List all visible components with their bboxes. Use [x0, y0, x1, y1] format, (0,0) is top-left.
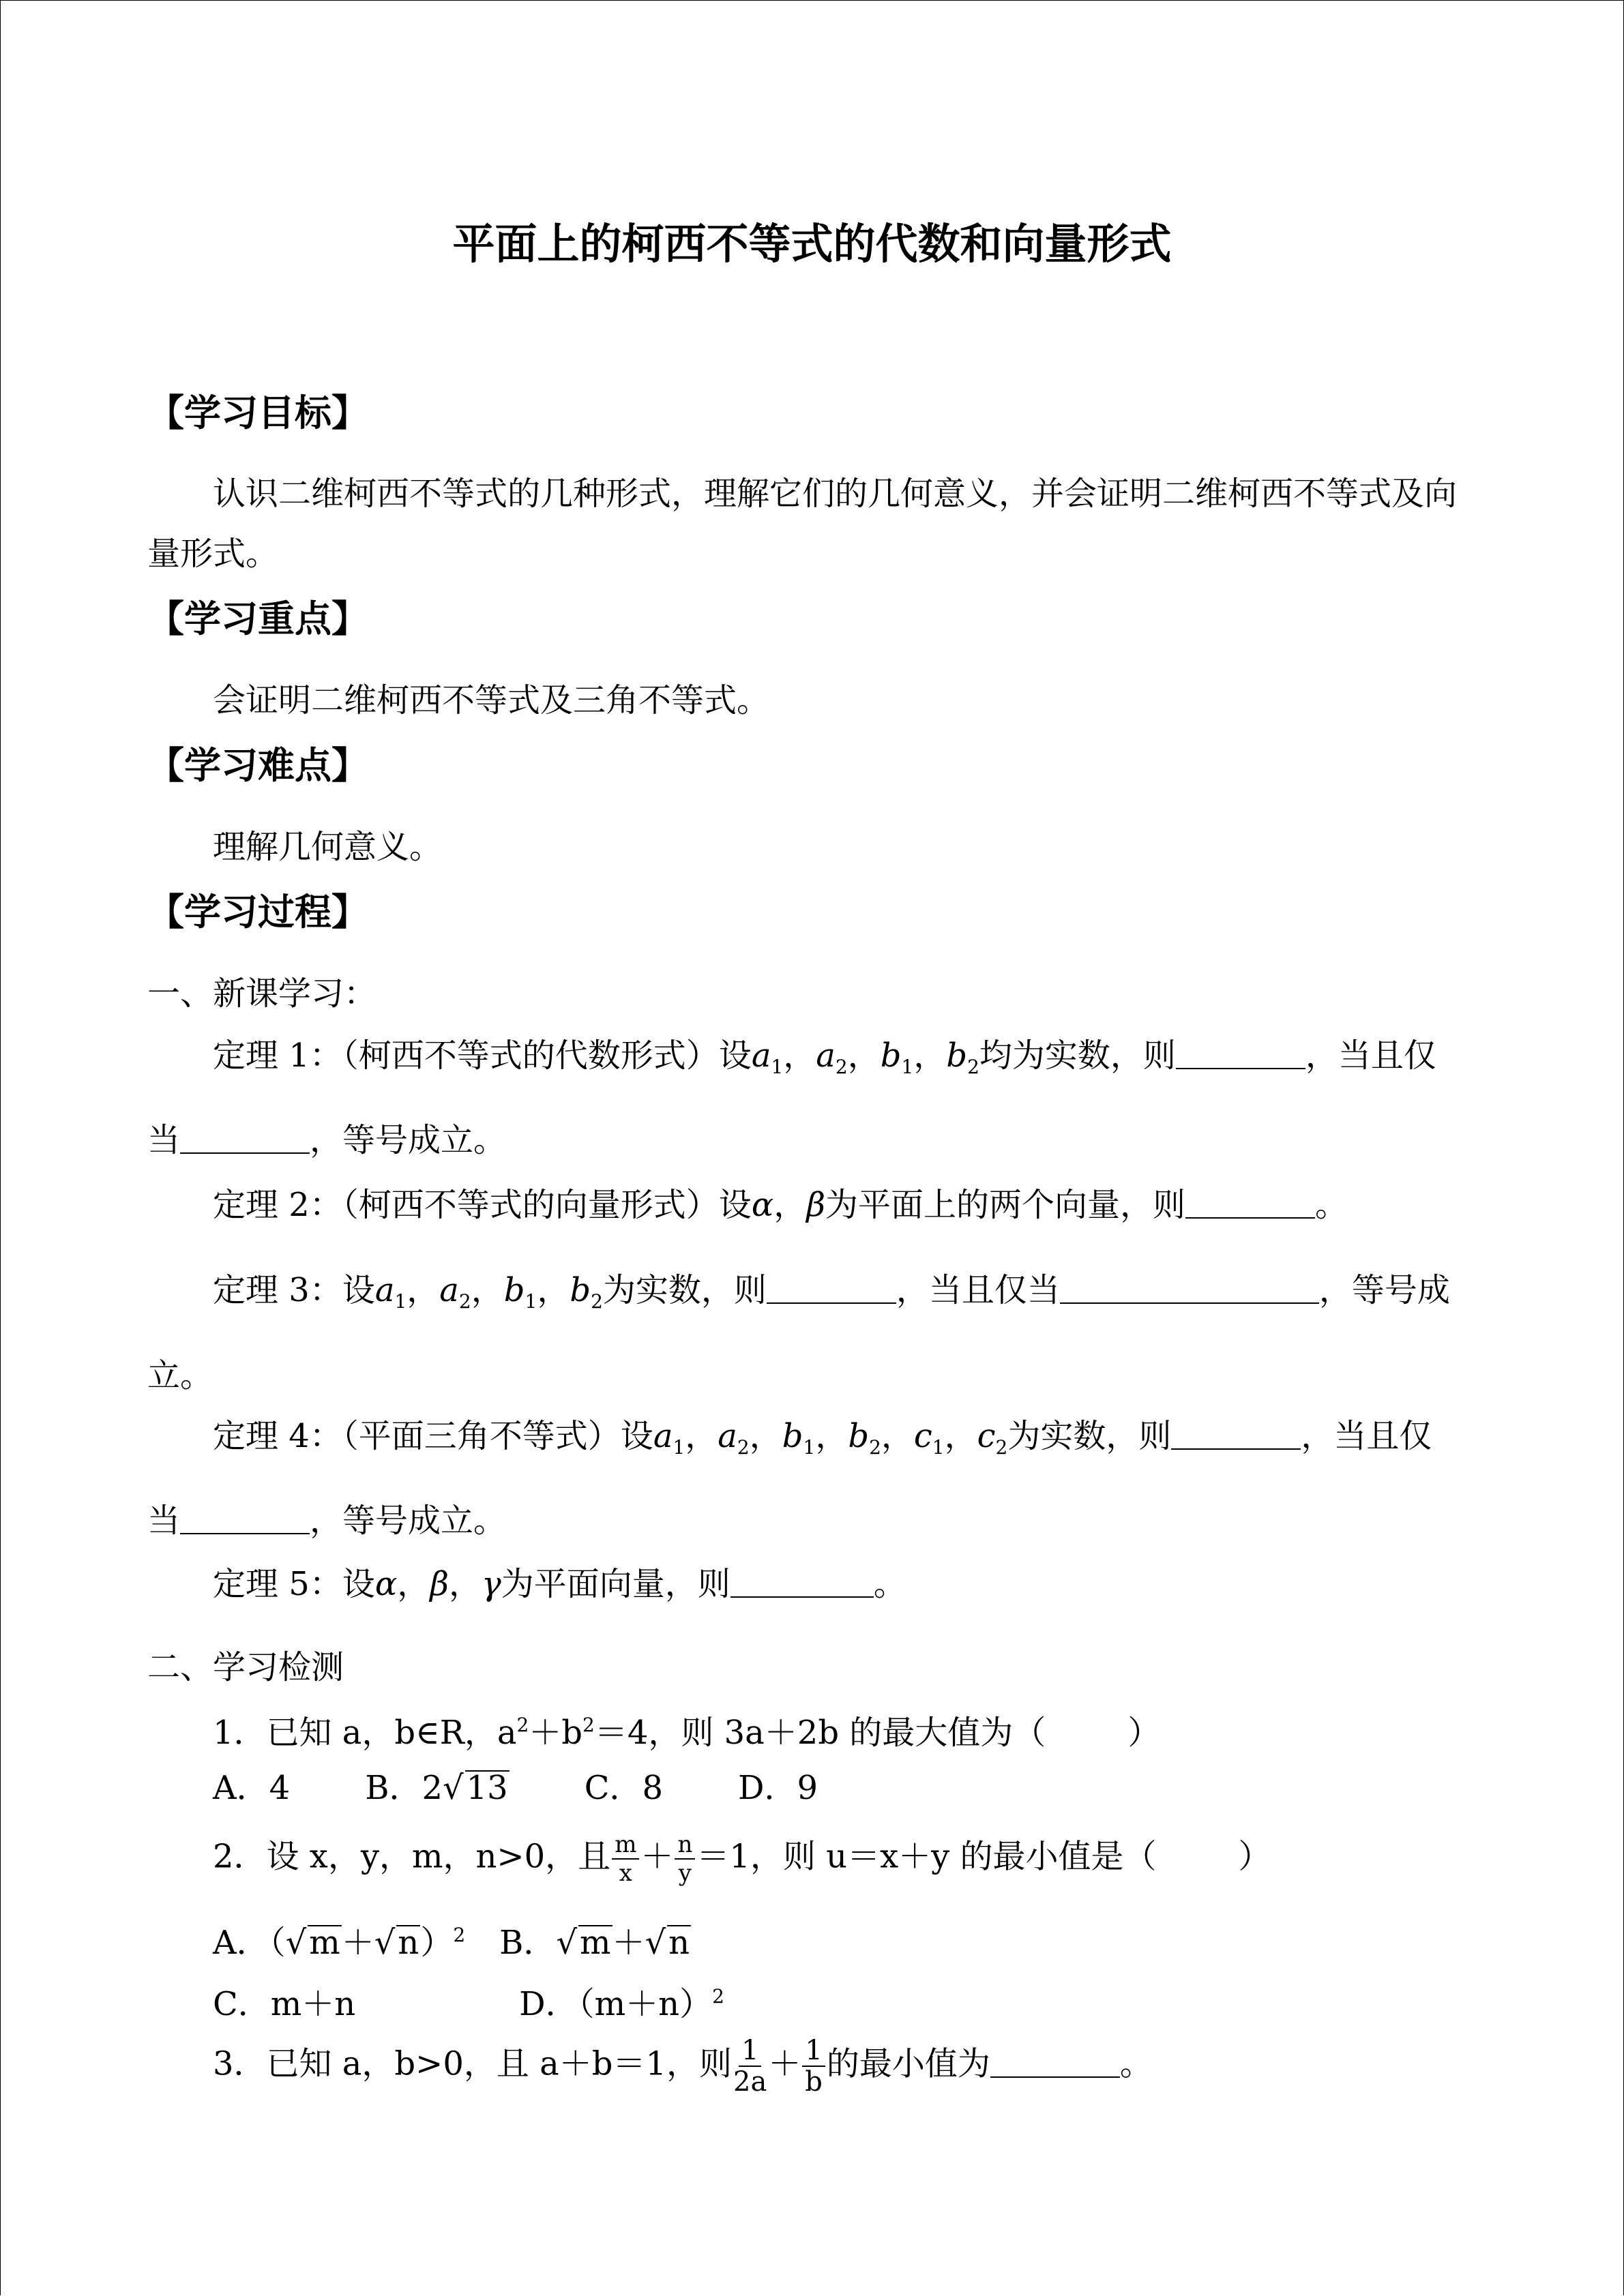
- sqrt-icon: √: [443, 1769, 464, 1807]
- q1-option-b[interactable]: B．2√13: [365, 1769, 508, 1807]
- difficulties-text: 理解几何意义。: [213, 828, 443, 866]
- fraction-1-over-b: $\frac{1}{b}$: [802, 2036, 825, 2097]
- answer-blank[interactable]: [1171, 1417, 1301, 1450]
- question-2-options-row-1: [213, 1915, 691, 1963]
- theorem-1-line-1: 定理 1：（柯西不等式的代数形式）设$a_1$，$a_2$，$b_1$，$b_2$均为实数，则 ，当且仅: [213, 1037, 1436, 1078]
- fraction-n-over-y: $\frac{n}{y}$: [675, 1831, 695, 1887]
- answer-blank[interactable]: [180, 1502, 310, 1534]
- q2-option-a[interactable]: A．$(√m+√n)^2$: [213, 1924, 466, 1962]
- objectives-header: 【学习目标】: [147, 391, 368, 434]
- question-1-options: [213, 1768, 818, 1808]
- question-2-options-row-2: [213, 1976, 724, 2025]
- question-2-stem: 2．设 x，y，m，n>0，且 $\frac{m}{x}$ ＋ $\frac{n}{y}$ ＝1，则 u＝x＋y 的最小值是（ ）: [213, 1831, 1271, 1887]
- answer-blank[interactable]: [1185, 1186, 1315, 1219]
- sqrt-icon: √: [374, 1924, 396, 1962]
- answer-blank[interactable]: [1176, 1037, 1305, 1069]
- theorem-4-line-2: 当 ，等号成立。: [147, 1502, 507, 1540]
- section-new-lesson: 一、新课学习：: [147, 974, 377, 1013]
- q1-option-a[interactable]: A．4: [213, 1769, 291, 1807]
- process-header: 【学习过程】: [147, 891, 368, 934]
- theorem-5: 定理 5：设α，β，γ为平面向量，则 。: [213, 1565, 906, 1603]
- section-check: 二、学习检测: [147, 1648, 344, 1686]
- key-points-text: 会证明二维柯西不等式及三角不等式。: [213, 681, 770, 719]
- theorem-2: 定理 2：（柯西不等式的向量形式）设α，β为平面上的两个向量，则 。: [213, 1186, 1348, 1224]
- sqrt-icon: √: [645, 1924, 666, 1962]
- theorem-3-line-2: 立。: [147, 1356, 213, 1395]
- answer-blank[interactable]: [767, 1271, 896, 1304]
- sqrt-icon: √: [556, 1924, 578, 1962]
- objectives-line-1: 认识二维柯西不等式的几种形式，理解它们的几何意义，并会证明二维柯西不等式及向: [213, 475, 1458, 513]
- q1-option-c[interactable]: C．8: [584, 1769, 663, 1807]
- sqrt-icon: √: [285, 1924, 307, 1962]
- answer-blank[interactable]: [990, 2045, 1120, 2078]
- answer-blank[interactable]: [1060, 1271, 1319, 1304]
- q2-option-d[interactable]: D．$(m+n)^2$: [519, 1985, 724, 2023]
- theorem-1-line-2: 当 ，等号成立。: [147, 1121, 507, 1159]
- q2-option-c[interactable]: C．m＋n: [213, 1985, 356, 2023]
- answer-blank[interactable]: [730, 1565, 874, 1598]
- q2-option-b[interactable]: B．√m＋√n: [499, 1924, 690, 1962]
- objectives-line-2: 量形式。: [147, 535, 279, 573]
- key-points-header: 【学习重点】: [147, 597, 368, 640]
- difficulties-header: 【学习难点】: [147, 744, 368, 787]
- q1-option-d[interactable]: D．9: [738, 1769, 818, 1807]
- fraction-1-over-2a: $\frac{1}{2a}$: [733, 2035, 767, 2098]
- answer-blank[interactable]: [180, 1121, 310, 1154]
- fraction-m-over-x: $\frac{m}{x}$: [612, 1831, 639, 1887]
- page-title: 平面上的柯西不等式的代数和向量形式: [452, 219, 1172, 269]
- question-1-stem: 1．已知 a，b∈R，$a^2+b^2=4$，则 3a＋2b 的最大值为（ ）: [213, 1714, 1161, 1752]
- theorem-4-line-1: 定理 4：（平面三角不等式）设$a_1$，$a_2$，$b_1$，$b_2$，$c_1$，$c_2$为实数，则 ，当且仅: [213, 1417, 1432, 1459]
- question-3-stem: 3．已知 a，b>0，且 a＋b＝1，则 $\frac{1}{2a}$ ＋ $\frac{1}{b}$ 的最小值为 。: [213, 2035, 1153, 2098]
- theorem-3-line-1: 定理 3：设$a_1$，$a_2$，$b_1$，$b_2$为实数，则 ，当且仅当 ，等号成: [213, 1271, 1450, 1313]
